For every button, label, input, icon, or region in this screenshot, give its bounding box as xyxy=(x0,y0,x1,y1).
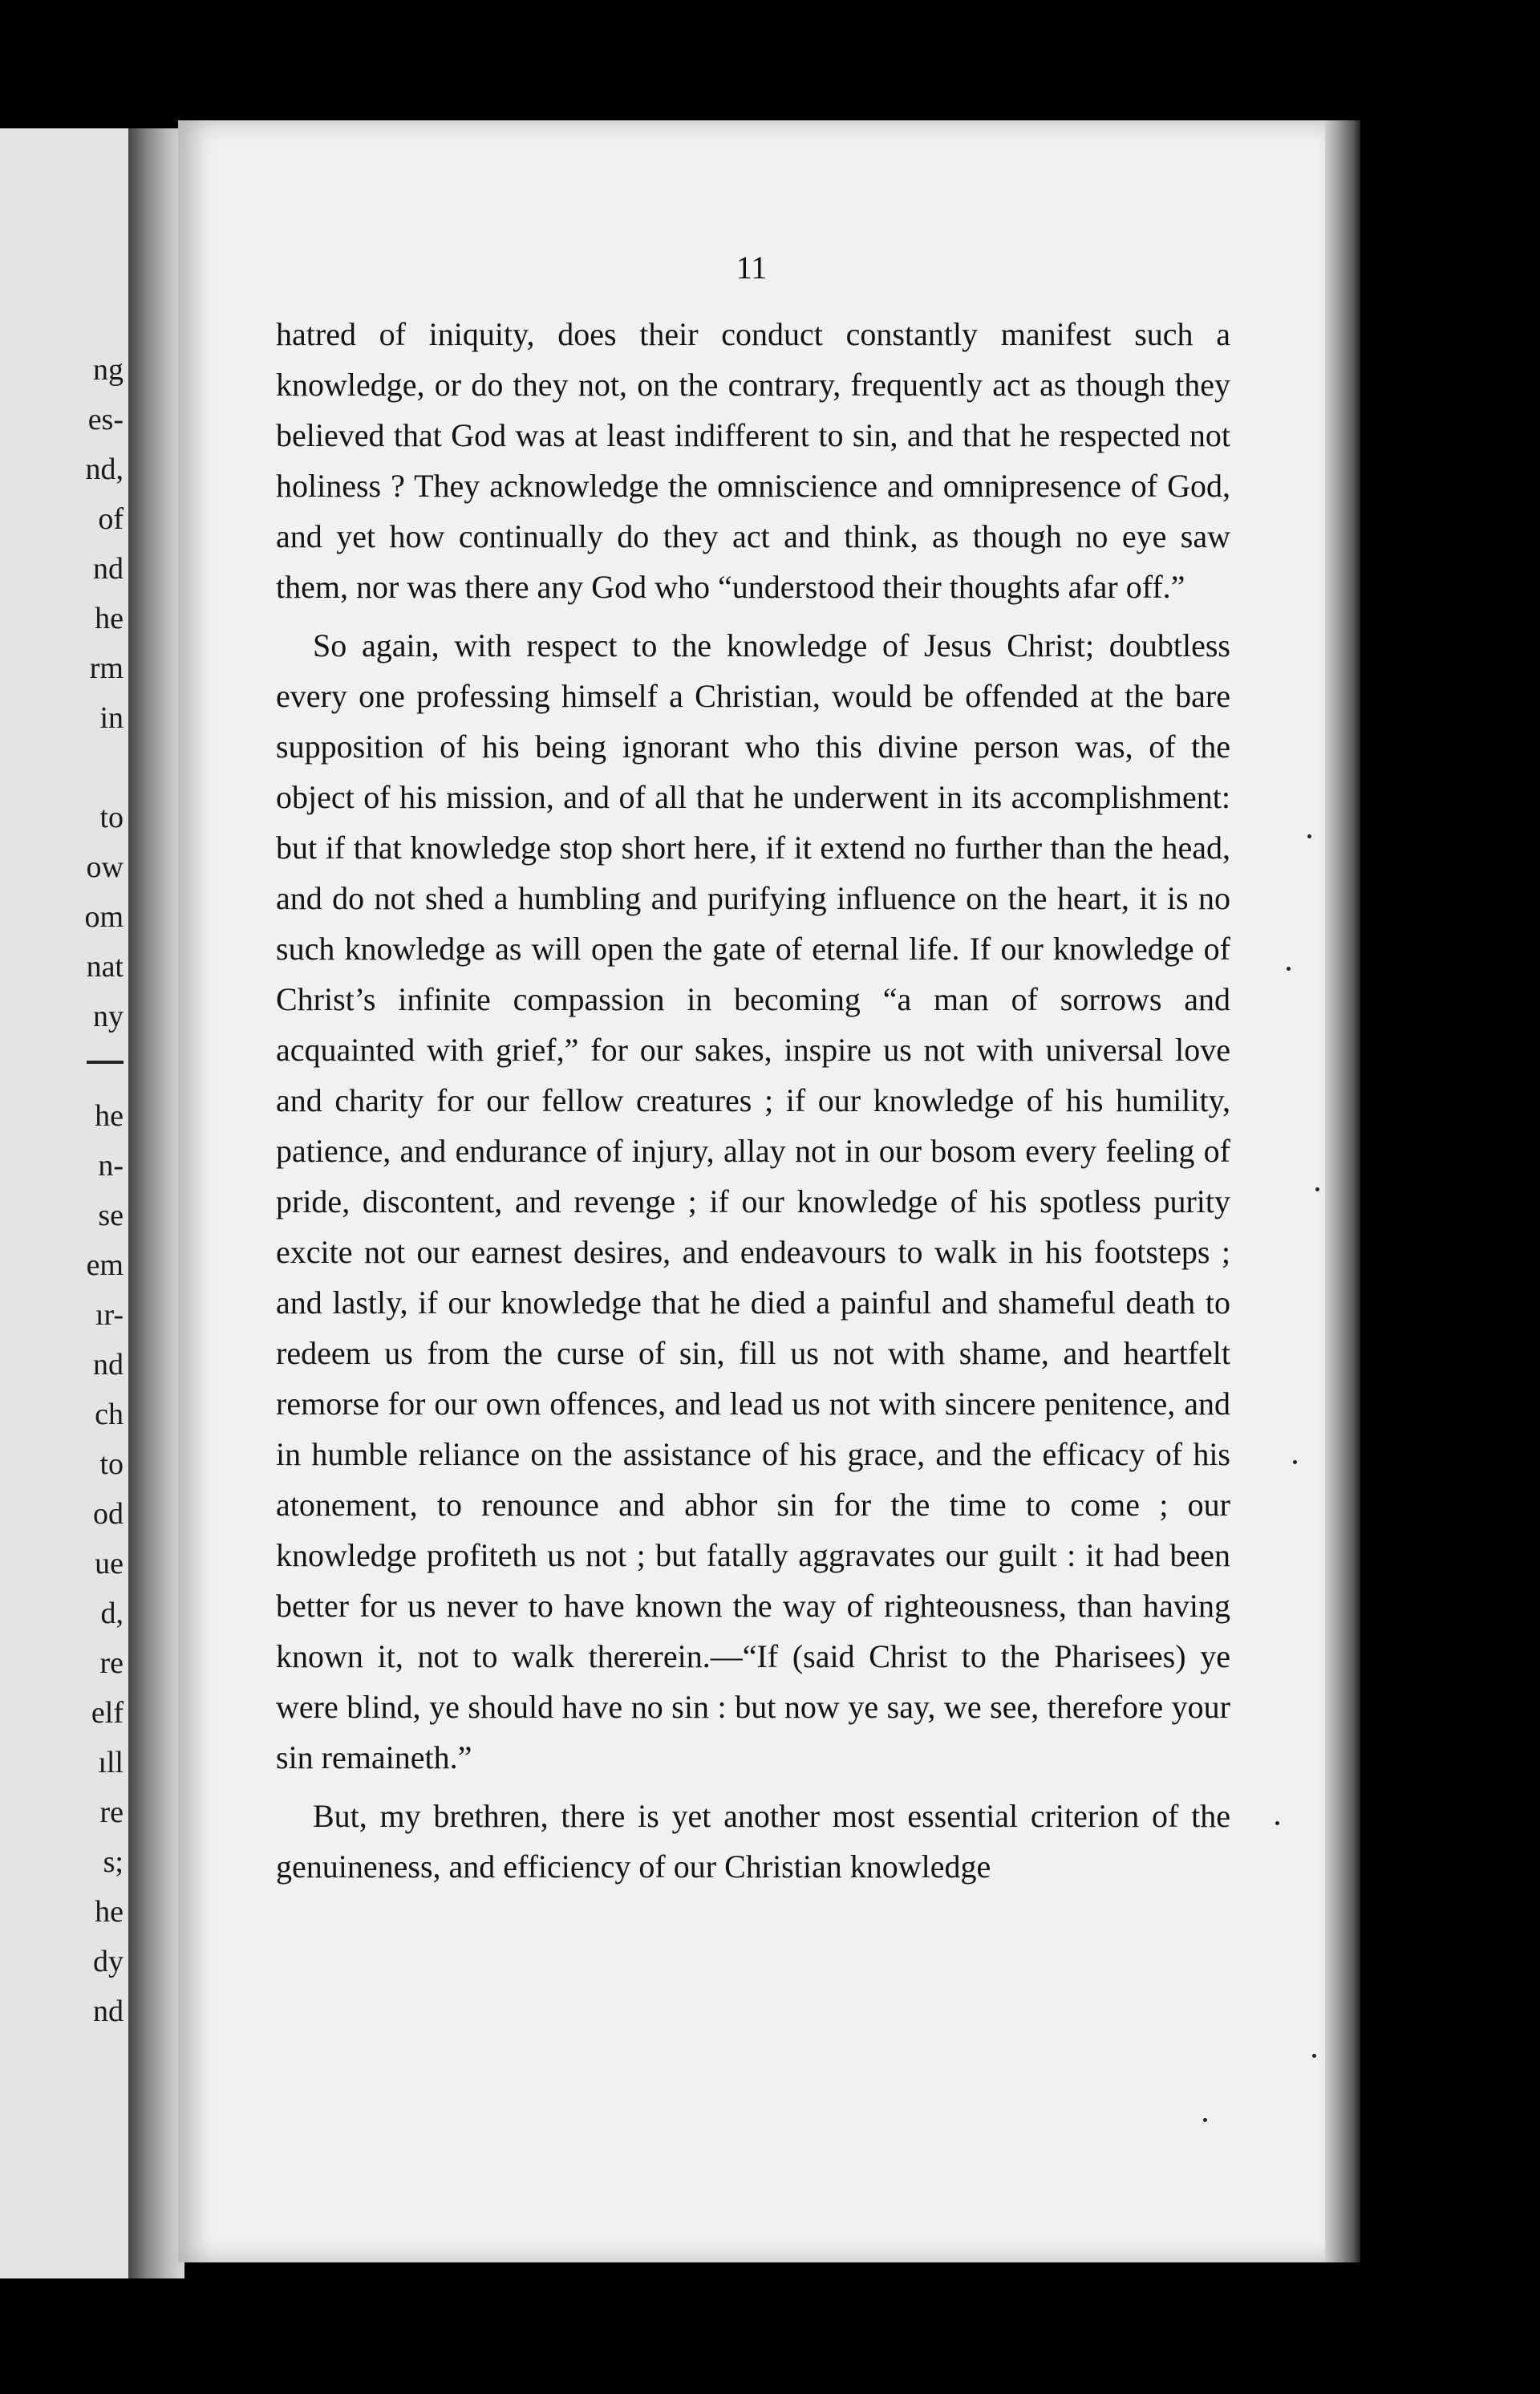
fragment-line: to xyxy=(99,1447,124,1481)
fragment-line: re xyxy=(99,1796,124,1829)
fragment-line: he xyxy=(95,1895,124,1929)
fragment-line: nat xyxy=(86,950,124,984)
fragment-line: elf xyxy=(91,1696,124,1730)
fragment-line: ue xyxy=(95,1547,124,1580)
fragment-line xyxy=(3,743,124,793)
scan-speck xyxy=(1312,2054,1316,2058)
fragment-line: d, xyxy=(100,1597,124,1630)
section-rule xyxy=(87,1061,124,1064)
fragment-line: em xyxy=(86,1248,124,1282)
fragment-line: ng xyxy=(93,353,124,387)
fragment-line: se xyxy=(98,1199,124,1232)
fragment-line: he xyxy=(95,1099,124,1133)
scan-speck xyxy=(1275,1821,1279,1825)
left-page-text-fragments xyxy=(3,345,124,2036)
scan-speck xyxy=(1287,967,1291,971)
fragment-line: od xyxy=(93,1497,124,1531)
right-page xyxy=(178,120,1325,2262)
fragment-line: es- xyxy=(87,403,124,436)
paragraph-3: But, my brethren, there is yet another most essential criterion of the genuineness, and efficiency of our Christian knowledge xyxy=(276,1798,1230,1885)
fragment-line: he xyxy=(95,602,124,635)
fragment-line: om xyxy=(84,900,124,934)
fragment-line: ny xyxy=(93,1000,124,1033)
book-gutter xyxy=(128,128,184,2278)
fragment-line: rm xyxy=(89,651,124,685)
fragment-line: nd xyxy=(93,1994,124,2028)
fragment-line: ır- xyxy=(95,1298,124,1332)
fragment-line: s; xyxy=(103,1845,124,1879)
scan-speck xyxy=(1203,2118,1207,2122)
fragment-line: dy xyxy=(93,1945,124,1978)
fragment-line: in xyxy=(99,701,124,735)
scan-speck xyxy=(1315,1187,1319,1191)
scan-speck xyxy=(1293,1460,1297,1464)
fragment-line: nd xyxy=(93,552,124,586)
fragment-line: nd, xyxy=(85,452,124,486)
page-stack-edge xyxy=(1325,120,1360,2262)
paragraph-2: So again, with respect to the knowledge of Jesus Christ; doubtless every one professing himself a Christian, would be offended at the bare supposition of his being ignorant who this divine person was, of the object of his mission, and of all that he underwent in its accomplishment: but if that knowledge stop short here, if it extend no further than the head, and do not shed a humbling and purifying influence on the heart, it is no such knowledge as will open the gate of eternal life. If our knowledge of Christ’s infinite compassion in becoming “a man of sorrows and acquainted with grief,” for our sakes, inspire us not with universal love and charity for our fellow creatures ; if our knowledge of his humility, patience, and endurance of injury, allay not in our bosom every feeling of pride, discontent, and revenge ; if our knowledge of his spotless purity excite not our earnest desires, and endeavours to walk in his footsteps ; and lastly, if our knowledge that he died a painful and shameful death to redeem us from the curse of sin, fill us not with shame, and heartfelt remorse for our own offences, and lead us not with sincere penitence, and in humble reliance on the assistance of his grace, and the efficacy of his atonement, to renounce and abhor sin for the time to come ; our knowledge profiteth us not ; but fatally aggravates our guilt : it had been better for us never to have known the way of righteousness, than having known it, not to walk thererein.—“If (said Christ to the Pharisees) ye were blind, ye should have no sin : but now ye say, we see, therefore your sin remaineth.” xyxy=(276,627,1230,1775)
fragment-line: ch xyxy=(95,1398,124,1431)
fragment-line: ow xyxy=(86,850,124,884)
fragment-line: nd xyxy=(93,1348,124,1382)
fragment-line: re xyxy=(99,1646,124,1680)
scan-speck xyxy=(1307,834,1311,838)
page-body-text xyxy=(276,309,1230,1900)
fragment-line: of xyxy=(98,502,124,536)
left-facing-page xyxy=(0,128,128,2278)
fragment-line: to xyxy=(99,801,124,834)
fragment-line: ıll xyxy=(98,1746,124,1779)
paragraph-1: hatred of iniquity, does their conduct constantly manifest such a knowledge, or do they not, on the contrary, frequently act as though they believed that God was at least indifferent to sin, and that he respected not holiness ? They acknowledge the omniscience and omnipresence of God, and yet how continually do they act and think, as though no eye saw them, nor was there any God who “understood their thoughts afar off.” xyxy=(276,316,1230,605)
page-number: 11 xyxy=(736,250,768,286)
fragment-line: n- xyxy=(98,1149,124,1183)
